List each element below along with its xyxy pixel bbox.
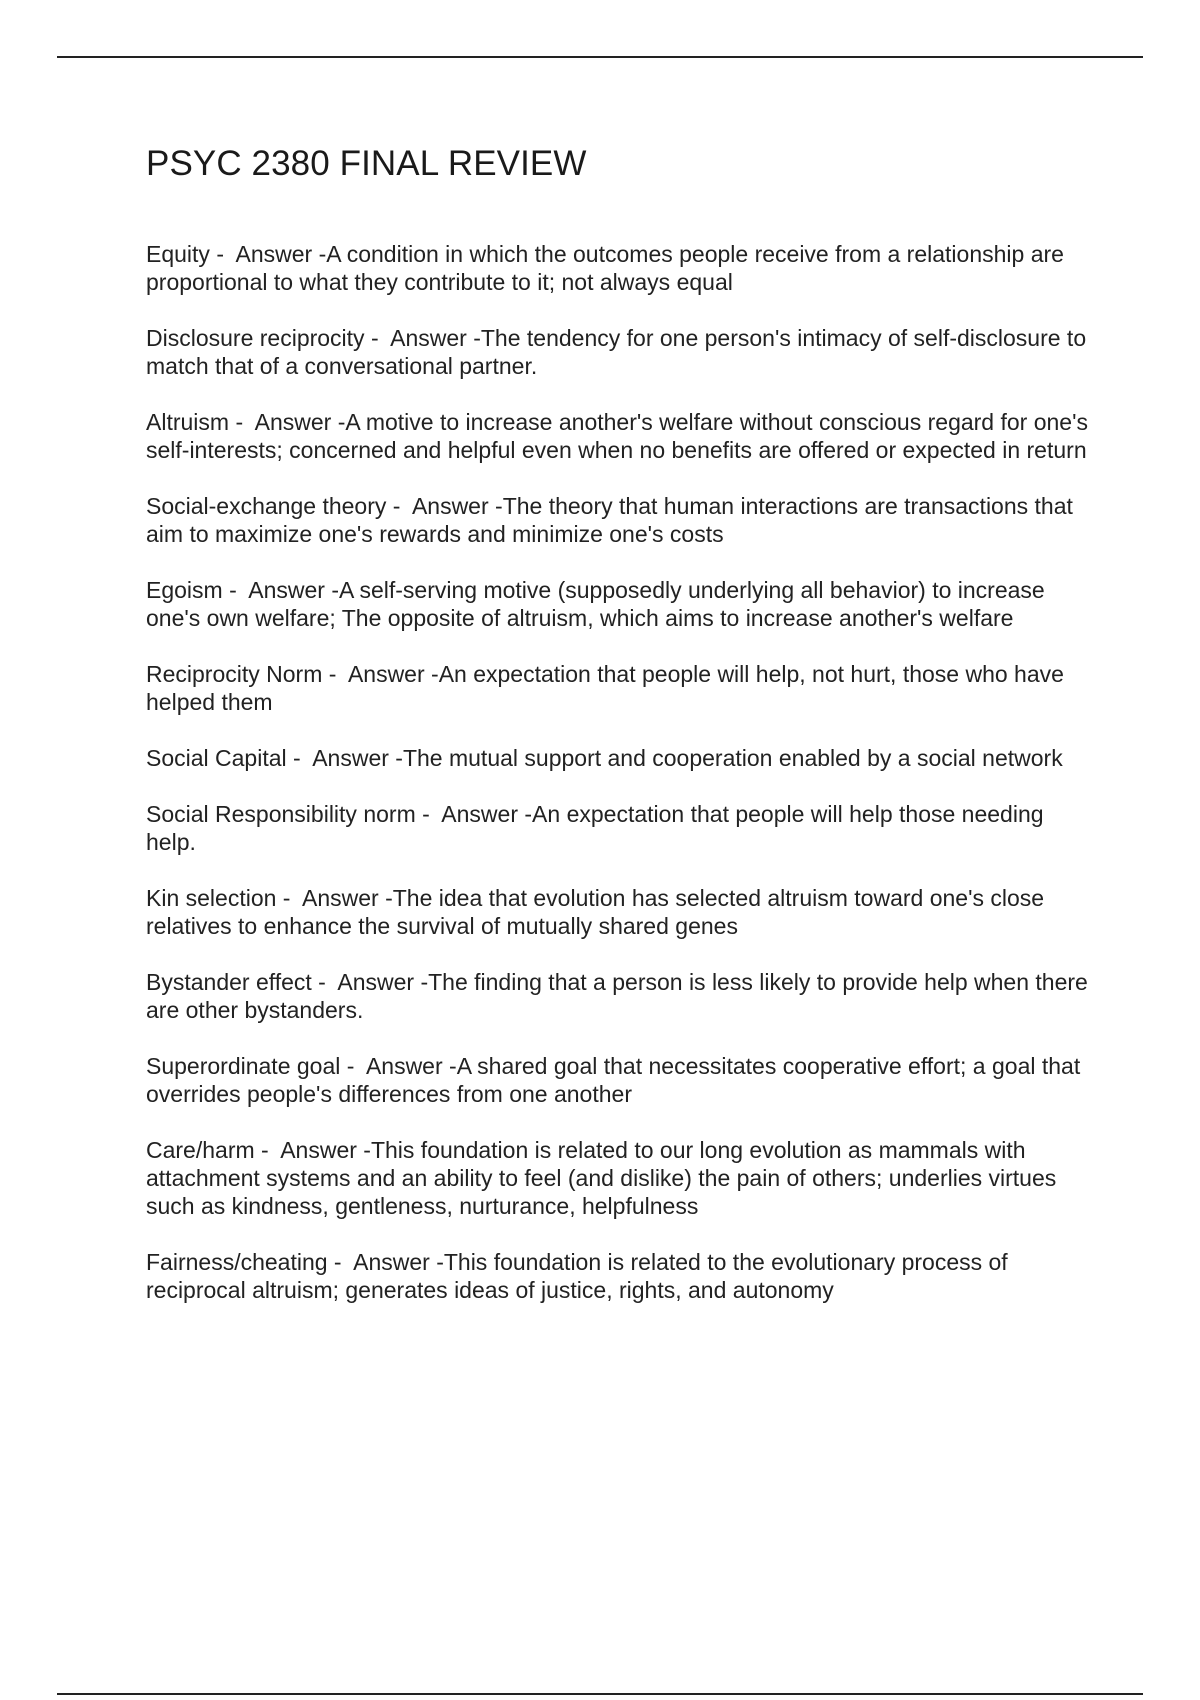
- entry-separator: -: [229, 409, 255, 435]
- glossary-entry: [146, 240, 1096, 296]
- entry-separator: -: [322, 661, 348, 687]
- entry-term: Bystander effect: [146, 969, 312, 995]
- entry-separator: -: [286, 745, 313, 771]
- entry-definition: The finding that a person is less likely to provide help when there are other bystanders.: [146, 969, 1088, 1023]
- entry-answer-prefix: Answer -: [353, 1249, 444, 1275]
- entry-answer-prefix: Answer -: [411, 493, 503, 519]
- glossary-entry: [146, 884, 1096, 940]
- glossary-list: [146, 240, 1096, 1304]
- entry-separator: -: [222, 577, 249, 603]
- entry-definition: The tendency for one person's intimacy of self-disclosure to match that of a conversational partner.: [146, 325, 1087, 379]
- entry-definition: A self-serving motive (supposedly underlying all behavior) to increase one's own welfare; The opposite of altruism, which aims to increase another's welfare: [146, 577, 1045, 631]
- entry-term: Social-exchange theory: [146, 493, 387, 519]
- entry-separator: -: [254, 1137, 281, 1163]
- entry-term: Reciprocity Norm: [146, 661, 323, 687]
- glossary-entry: [146, 408, 1096, 464]
- glossary-entry: [146, 576, 1096, 632]
- entry-term: Social Responsibility norm: [146, 801, 416, 827]
- glossary-entry: [146, 968, 1096, 1024]
- entry-definition: A condition in which the outcomes people receive from a relationship are proportional to what they contribute to it; not always equal: [146, 241, 1064, 295]
- top-divider: [57, 56, 1143, 58]
- entry-term: Equity: [146, 241, 210, 267]
- entry-separator: -: [415, 801, 442, 827]
- glossary-entry: [146, 324, 1096, 380]
- entry-separator: -: [209, 241, 236, 267]
- glossary-entry: [146, 800, 1096, 856]
- entry-answer-prefix: Answer -: [312, 745, 403, 771]
- glossary-entry: [146, 660, 1096, 716]
- entry-answer-prefix: Answer -: [248, 577, 340, 603]
- entry-definition: A motive to increase another's welfare without conscious regard for one's self-interests; concerned and helpful even when no benefits are offered or expected in return: [146, 409, 1088, 463]
- entry-separator: -: [364, 325, 391, 351]
- document-page: [146, 140, 1096, 1332]
- entry-definition: An expectation that people will help, not hurt, those who have helped them: [146, 661, 1064, 715]
- entry-definition: The theory that human interactions are transactions that aim to maximize one's rewards and minimize one's costs: [146, 493, 1073, 547]
- entry-term: Care/harm: [146, 1137, 255, 1163]
- entry-answer-prefix: Answer -: [254, 409, 346, 435]
- entry-answer-prefix: Answer -: [301, 885, 393, 911]
- glossary-entry: [146, 1136, 1096, 1220]
- glossary-entry: [146, 1052, 1096, 1108]
- entry-separator: -: [327, 1249, 354, 1275]
- entry-separator: -: [311, 969, 338, 995]
- entry-definition: An expectation that people will help those needing help.: [146, 801, 1044, 855]
- glossary-entry: [146, 492, 1096, 548]
- entry-answer-prefix: Answer -: [337, 969, 429, 995]
- entry-definition: This foundation is related to our long evolution as mammals with attachment systems and an ability to feel (and dislike) the pain of others; underlies virtues such as kindness, gentleness, nurturance, helpfulness: [146, 1137, 1057, 1219]
- entry-definition: This foundation is related to the evolutionary process of reciprocal altruism; generates ideas of justice, rights, and autonomy: [146, 1249, 1008, 1303]
- entry-term: Egoism: [146, 577, 223, 603]
- entry-separator: -: [340, 1053, 366, 1079]
- glossary-entry: [146, 744, 1096, 772]
- document-title: PSYC 2380 FINAL REVIEW: [146, 144, 587, 183]
- bottom-divider: [57, 1693, 1143, 1695]
- entry-separator: -: [386, 493, 412, 519]
- entry-answer-prefix: Answer -: [280, 1137, 371, 1163]
- entry-answer-prefix: Answer -: [347, 661, 439, 687]
- entry-term: Social Capital: [146, 745, 287, 771]
- entry-answer-prefix: Answer -: [441, 801, 533, 827]
- entry-definition: The idea that evolution has selected altruism toward one's close relatives to enhance the survival of mutually shared genes: [146, 885, 1045, 939]
- entry-definition: A shared goal that necessitates cooperative effort; a goal that overrides people's differences from one another: [146, 1053, 1081, 1107]
- entry-term: Disclosure reciprocity: [146, 325, 365, 351]
- entry-answer-prefix: Answer -: [235, 241, 327, 267]
- glossary-entry: [146, 1248, 1096, 1304]
- entry-term: Altruism: [146, 409, 230, 435]
- entry-answer-prefix: Answer -: [365, 1053, 457, 1079]
- entry-separator: -: [276, 885, 302, 911]
- entry-term: Superordinate goal: [146, 1053, 341, 1079]
- entry-term: Fairness/cheating: [146, 1249, 328, 1275]
- entry-answer-prefix: Answer -: [390, 325, 481, 351]
- entry-definition: The mutual support and cooperation enabled by a social network: [402, 745, 1063, 771]
- entry-term: Kin selection: [146, 885, 277, 911]
